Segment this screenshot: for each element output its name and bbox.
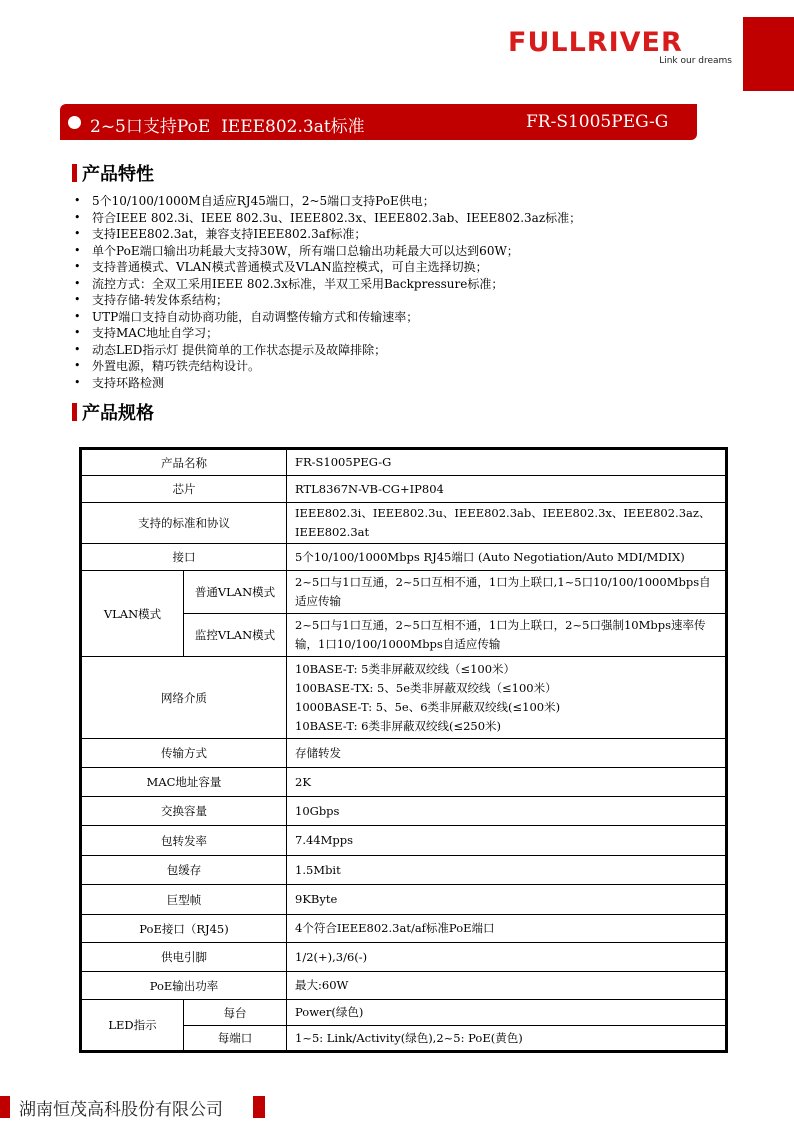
spec-label: PoE接口（RJ45): [81, 915, 287, 943]
table-row: [81, 503, 727, 544]
page-title: 2~5口支持PoE IEEE802.3at标准: [90, 117, 365, 137]
title-bar: [60, 104, 697, 140]
spec-value: IEEE802.3i、IEEE802.3u、IEEE802.3ab、IEEE802.3x、IEEE802.3az、IEEE802.3at: [287, 503, 727, 544]
spec-value: 2K: [287, 768, 727, 797]
list-item: • 支持存储-转发体系结构；: [72, 292, 581, 309]
list-item: • 符合IEEE 802.3i、IEEE 802.3u、IEEE802.3x、IEEE802.3ab、IEEE802.3az标准；: [72, 210, 581, 227]
spec-label: 供电引脚: [81, 943, 287, 972]
bullet-icon: [68, 116, 81, 129]
brand-name: FULLRIVER: [508, 27, 683, 58]
table-row: [81, 972, 727, 1000]
list-item: • 支持普通模式、VLAN模式普通模式及VLAN监控模式，可自主选择切换；: [72, 259, 581, 276]
spec-label: 传输方式: [81, 739, 287, 768]
table-row: [81, 657, 727, 739]
spec-label: 网络介质: [81, 657, 287, 739]
table-row: [81, 449, 727, 476]
spec-label: 包转发率: [81, 826, 287, 856]
media-line: 10BASE-T: 5类非屏蔽双绞线（≤100米）: [295, 661, 516, 676]
spec-sublabel: 普通VLAN模式: [184, 571, 287, 614]
spec-sublabel: 每台: [184, 1000, 287, 1026]
specs-heading: [72, 399, 154, 425]
list-item: • 流控方式：全双工采用IEEE 802.3x标准，半双工采用Backpressure标准；: [72, 276, 581, 293]
footer-bar-right: [253, 1096, 265, 1118]
spec-value: 2~5口与1口互通，2~5口互相不通，1口为上联口，2~5口强制10Mbps速率传输，1口10/100/1000Mbps自适应传输: [287, 614, 727, 657]
spec-value: 10Gbps: [287, 797, 727, 826]
table-row: [81, 915, 727, 943]
list-item: • 外置电源，精巧铁壳结构设计。: [72, 358, 581, 375]
spec-value: Power(绿色): [287, 1000, 727, 1026]
table-row: [81, 768, 727, 797]
spec-value: 2~5口与1口互通，2~5口互相不通，1口为上联口,1~5口10/100/1000Mbps自适应传输: [287, 571, 727, 614]
media-line: 10BASE-T: 6类非屏蔽双绞线(≤250米): [295, 718, 502, 733]
table-row: [81, 739, 727, 768]
spec-label: 巨型帧: [81, 885, 287, 915]
list-item: • 5个10/100/1000M自适应RJ45端口，2~5端口支持PoE供电；: [72, 193, 581, 210]
table-row: [81, 797, 727, 826]
heading-bar-icon: [72, 164, 77, 182]
spec-sublabel: 监控VLAN模式: [184, 614, 287, 657]
list-item: • 支持IEEE802.3at，兼容支持IEEE802.3af标准；: [72, 226, 581, 243]
spec-value: FR-S1005PEG-G: [287, 449, 727, 476]
spec-label: VLAN模式: [81, 571, 184, 657]
spec-label: MAC地址容量: [81, 768, 287, 797]
specs-heading-text: 产品规格: [82, 403, 154, 424]
spec-sublabel: 每端口: [184, 1026, 287, 1052]
brand-logo: [508, 28, 736, 66]
spec-label: 交换容量: [81, 797, 287, 826]
table-row: [81, 571, 727, 614]
features-heading-text: 产品特性: [82, 164, 154, 185]
table-row: [81, 544, 727, 571]
table-row: [81, 943, 727, 972]
footer-bar-left: [0, 1096, 10, 1118]
spec-value: RTL8367N-VB-CG+IP804: [287, 476, 727, 503]
spec-label: LED指示: [81, 1000, 184, 1052]
spec-value: 5个10/100/1000Mbps RJ45端口 (Auto Negotiation/Auto MDI/MDIX): [287, 544, 727, 571]
features-list: [72, 193, 581, 391]
list-item: • 支持环路检测: [72, 375, 581, 392]
media-line: 100BASE-TX: 5、5e类非屏蔽双绞线（≤100米）: [295, 680, 557, 695]
list-item: • UTP端口支持自动协商功能，自动调整传输方式和传输速率；: [72, 309, 581, 326]
spec-value: 4个符合IEEE802.3at/af标准PoE端口: [287, 915, 727, 943]
corner-decoration: [743, 17, 794, 91]
table-row: [81, 1000, 727, 1026]
heading-bar-icon: [72, 403, 77, 421]
spec-label: 接口: [81, 544, 287, 571]
spec-value: 1~5: Link/Activity(绿色),2~5: PoE(黄色): [287, 1026, 727, 1052]
spec-label: 包缓存: [81, 856, 287, 885]
table-row: [81, 885, 727, 915]
list-item: • 动态LED指示灯 提供简单的工作状态提示及故障排除；: [72, 342, 581, 359]
spec-label: PoE输出功率: [81, 972, 287, 1000]
spec-label: 支持的标准和协议: [81, 503, 287, 544]
model-number: FR-S1005PEG-G: [526, 112, 669, 132]
spec-table: [79, 447, 728, 1053]
list-item: • 支持MAC地址自学习；: [72, 325, 581, 342]
table-row: [81, 856, 727, 885]
spec-value: [287, 657, 727, 739]
spec-value: 7.44Mpps: [287, 826, 727, 856]
list-item: • 单个PoE端口输出功耗最大支持30W，所有端口总输出功耗最大可以达到60W；: [72, 243, 581, 260]
spec-label: 芯片: [81, 476, 287, 503]
spec-value: 1/2(+),3/6(-): [287, 943, 727, 972]
media-line: 1000BASE-T: 5、5e、6类非屏蔽双绞线(≤100米): [295, 699, 561, 714]
features-heading: [72, 160, 154, 186]
brand-tagline: Link our dreams: [659, 56, 732, 66]
spec-value: 存储转发: [287, 739, 727, 768]
spec-value: 9KByte: [287, 885, 727, 915]
spec-value: 最大:60W: [287, 972, 727, 1000]
spec-value: 1.5Mbit: [287, 856, 727, 885]
company-name: 湖南恒茂高科股份有限公司: [19, 1100, 223, 1120]
table-row: [81, 826, 727, 856]
table-row: [81, 476, 727, 503]
spec-label: 产品名称: [81, 449, 287, 476]
